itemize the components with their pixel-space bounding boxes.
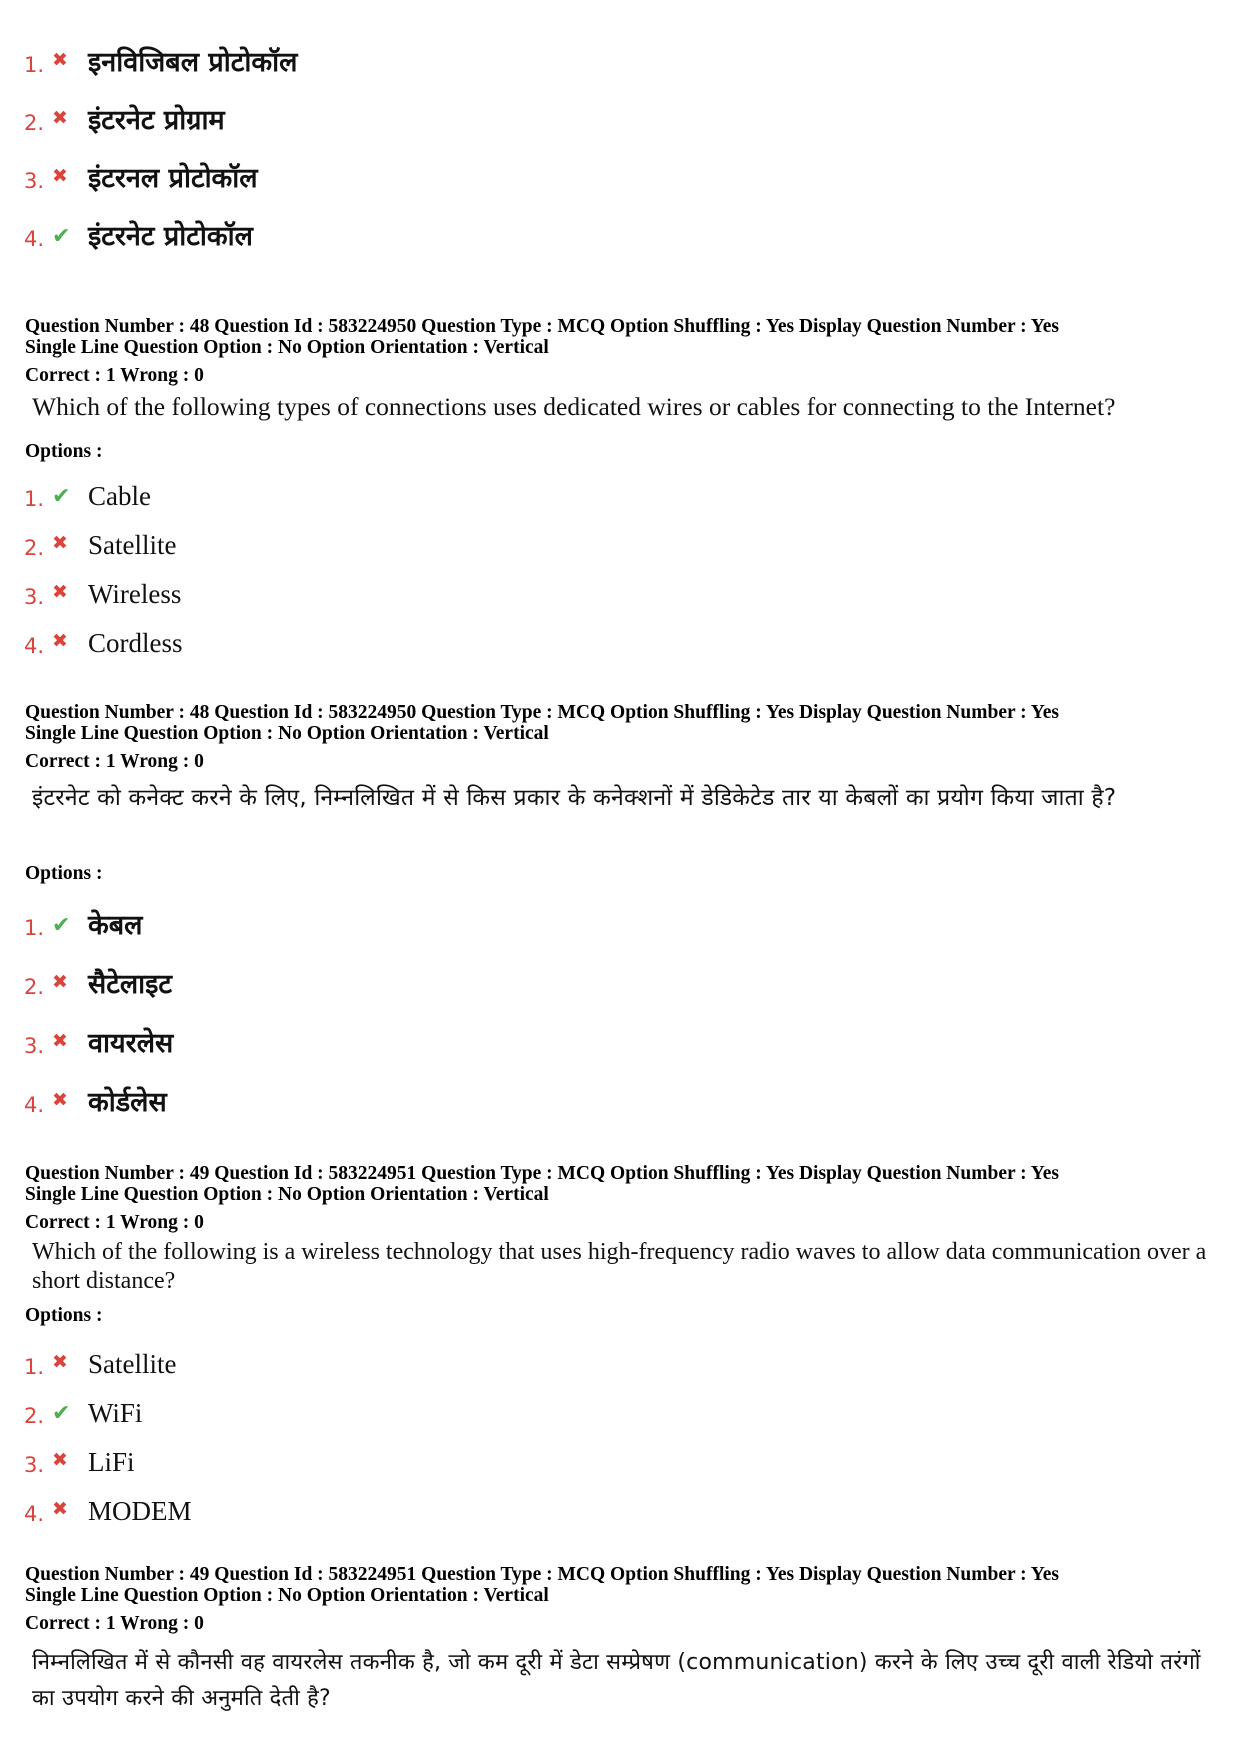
score-info: Correct : 1 Wrong : 0: [25, 1613, 204, 1634]
option-row: [24, 611, 183, 659]
cross-icon: ✖: [52, 630, 68, 652]
option-row: [24, 1011, 173, 1059]
option-row: [24, 562, 181, 610]
cross-icon: ✖: [52, 971, 68, 993]
question-meta: Question Number : 48 Question Id : 583224950 Question Type : MCQ Option Shuffling : Yes Display Question Number : Yes: [25, 316, 1059, 337]
check-icon: ✔: [52, 484, 71, 509]
option-row: [24, 893, 142, 941]
question-text: इंटरनेट को कनेक्ट करने के लिए, निम्नलिखित में से किस प्रकार के कनेक्शनों में डेडिकेटेड तार या केबलों का प्रयोग किया जाता है?: [32, 785, 1117, 811]
option-number: 4.: [24, 227, 45, 251]
question-meta: Question Number : 49 Question Id : 583224951 Question Type : MCQ Option Shuffling : Yes Display Question Number : Yes: [25, 1163, 1059, 1184]
option-text: Satellite: [88, 530, 177, 561]
option-number: 4.: [24, 634, 45, 658]
option-text: केबल: [88, 910, 143, 942]
check-icon: ✔: [52, 1401, 71, 1426]
options-label: Options :: [25, 441, 103, 462]
option-number: 1.: [24, 916, 45, 940]
option-number: 3.: [24, 585, 45, 609]
option-number: 2.: [24, 536, 45, 560]
option-row: [24, 1430, 135, 1478]
options-label: Options :: [25, 863, 103, 884]
cross-icon: ✖: [52, 1498, 68, 1520]
cross-icon: ✖: [52, 49, 68, 71]
cross-icon: ✖: [52, 165, 68, 187]
option-row: [24, 1479, 192, 1527]
cross-icon: ✖: [52, 1351, 68, 1373]
cross-icon: ✖: [52, 107, 68, 129]
option-text: सैटेलाइट: [88, 969, 173, 1001]
question-meta: Single Line Question Option : No Option Orientation : Vertical: [25, 1585, 549, 1606]
cross-icon: ✖: [52, 1449, 68, 1471]
option-text: इंटरनेट प्रोग्राम: [88, 105, 225, 137]
option-number: 1.: [24, 53, 45, 77]
option-text: कोर्डलेस: [88, 1087, 167, 1119]
question-meta: Single Line Question Option : No Option Orientation : Vertical: [25, 723, 549, 744]
option-number: 3.: [24, 1453, 45, 1477]
option-row: [24, 88, 225, 136]
option-text: WiFi: [88, 1398, 143, 1429]
option-number: 2.: [24, 111, 45, 135]
option-text: इंटरनल प्रोटोकॉल: [88, 163, 258, 195]
option-row: [24, 146, 258, 194]
check-icon: ✔: [52, 913, 71, 938]
options-label: Options :: [25, 1305, 103, 1326]
score-info: Correct : 1 Wrong : 0: [25, 1212, 204, 1233]
score-info: Correct : 1 Wrong : 0: [25, 365, 204, 386]
option-text: MODEM: [88, 1496, 192, 1527]
option-number: 1.: [24, 1355, 45, 1379]
check-icon: ✔: [52, 224, 71, 249]
option-text: वायरलेस: [88, 1028, 174, 1060]
question-text: Which of the following is a wireless technology that uses high-frequency radio waves to allow data communication over a short distance?: [32, 1239, 1207, 1294]
score-info: Correct : 1 Wrong : 0: [25, 751, 204, 772]
option-text: Satellite: [88, 1349, 177, 1380]
option-text: इंटरनेट प्रोटोकॉल: [88, 221, 253, 253]
option-number: 4.: [24, 1502, 45, 1526]
option-row: [24, 952, 172, 1000]
option-number: 2.: [24, 975, 45, 999]
question-meta: Single Line Question Option : No Option Orientation : Vertical: [25, 337, 549, 358]
option-text: Cable: [88, 481, 151, 512]
question-text: निम्नलिखित में से कौनसी वह वायरलेस तकनीक है, जो कम दूरी में डेटा सम्प्रेषण (communication) करने के लिए उच्च दूरी वाली रेडियो तरंगों का उपयोग करने की अनुमति देती है?: [32, 1650, 1201, 1711]
option-number: 4.: [24, 1093, 45, 1117]
cross-icon: ✖: [52, 1030, 68, 1052]
cross-icon: ✖: [52, 581, 68, 603]
option-row: [24, 1332, 176, 1380]
question-meta: Question Number : 49 Question Id : 583224951 Question Type : MCQ Option Shuffling : Yes Display Question Number : Yes: [25, 1564, 1059, 1585]
question-text: Which of the following types of connections uses dedicated wires or cables for connecting to the Internet?: [32, 392, 1116, 421]
option-text: Cordless: [88, 628, 183, 659]
option-number: 2.: [24, 1404, 45, 1428]
question-meta: Single Line Question Option : No Option Orientation : Vertical: [25, 1184, 549, 1205]
question-meta: Question Number : 48 Question Id : 583224950 Question Type : MCQ Option Shuffling : Yes Display Question Number : Yes: [25, 702, 1059, 723]
option-row: [24, 1070, 167, 1118]
option-row: [24, 30, 297, 78]
option-row: [24, 204, 253, 252]
option-text: इनविजिबल प्रोटोकॉल: [88, 47, 298, 79]
cross-icon: ✖: [52, 1089, 68, 1111]
option-row: [24, 464, 151, 512]
option-row: [24, 513, 176, 561]
option-text: Wireless: [88, 579, 182, 610]
option-text: LiFi: [88, 1447, 135, 1478]
option-number: 3.: [24, 169, 45, 193]
cross-icon: ✖: [52, 532, 68, 554]
option-number: 1.: [24, 487, 45, 511]
option-number: 3.: [24, 1034, 45, 1058]
option-row: [24, 1381, 142, 1429]
